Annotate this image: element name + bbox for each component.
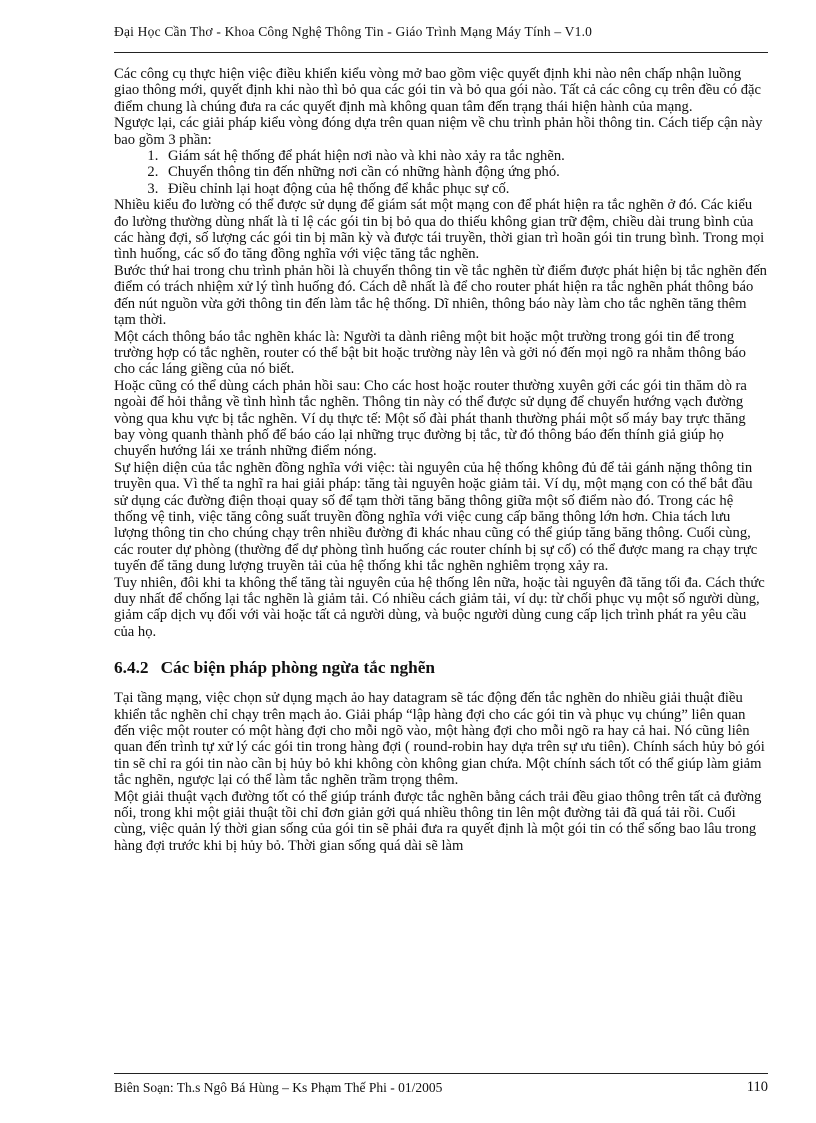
closed-loop-steps-list [114, 148, 768, 197]
paragraph-reduce-load: Tuy nhiên, đôi khi ta không thể tăng tài nguyên của hệ thống lên nữa, hoặc tài nguyên đã tăng tối đa. Cách thức duy nhất để chống lại tắc nghẽn là giảm tải. Có nhiều cách giảm tải, ví dụ: từ chối phục vụ một số người dùng, giảm cấp dịch vụ đối với vài hoặc tất cả người dùng, và buộc người dùng cung cấp lịch trình phát ra yêu cầu của họ. [114, 574, 765, 640]
paragraph-network-layer: Tại tầng mạng, việc chọn sử dụng mạch ảo hay datagram sẽ tác động đến tắc nghẽn do nhiều giải thuật điều khiển tắc nghẽn chỉ chạy trên mạch ảo. Giải pháp “lập hàng đợi cho các gói tin và phục vụ chúng” liên quan đến việc một router có một hàng đợi cho mỗi ngõ vào, một hàng đợi cho mỗi ngõ ra hay cả hai. Nó cũng liên quan đến trình tự xử lý các gói tin trong hàng đợi ( round-robin hay dựa trên sự ưu tiên). Chính sách hủy bỏ gói tin sẽ chỉ ra gói tin nào cần bị hủy bỏ khi không còn không gian chứa. Một chính sách tốt có thể giúp làm giảm tắc nghẽn, ngược lại có thể làm tắc nghẽn trầm trọng thêm. [114, 690, 765, 789]
list-item: 3. Điều chỉnh lại hoạt động của hệ thống để khắc phục sự cố. [162, 181, 768, 197]
list-item: 1. Giám sát hệ thống để phát hiện nơi nào và khi nào xảy ra tắc nghẽn. [162, 148, 768, 164]
paragraph-routing-algorithm: Một giải thuật vạch đường tốt có thể giúp tránh được tắc nghẽn bằng cách trải đều giao thông trên tất cả đường nối, trong khi một giải thuật tồi chỉ đơn giản gởi quá nhiều thông tin lên một đường tải đã quá tải rồi. Cuối cùng, việc quản lý thời gian sống của gói tin sẽ phải đưa ra quyết định là một gói tin có thể sống bao lâu trong hàng đợi trước khi bị hủy bỏ. Thời gian sống quá dài sẽ làm [114, 788, 762, 854]
list-item: 2. Chuyển thông tin đến những nơi cần có những hành động ứng phó. [162, 164, 768, 180]
page-header: Đại Học Cần Thơ - Khoa Công Nghệ Thông Tin - Giáo Trình Mạng Máy Tính – V1.0 [114, 24, 593, 39]
paragraph-increase-resources: Sự hiện diện của tắc nghẽn đồng nghĩa với việc: tài nguyên của hệ thống không đủ để tải gánh nặng thông tin truyền qua. Vì thế ta nghĩ ra hai giải pháp: tăng tài nguyên hoặc giảm tải. Ví dụ, một mạng con có thể bắt đầu sử dụng các đường điện thoại quay số để tạm thời tăng băng thông giữa một số điểm nào đó. Trong các hệ thống vệ tinh, việc tăng công suất truyền đồng nghĩa với việc cung cấp băng thông lớn hơn. Chia tách lưu lượng thông tin cho chúng chạy trên nhiều đường đi khác nhau cũng có thể giúp tăng băng thông. Cuối cùng, các router dự phòng (thường để dự phòng tình huống các router chính bị sự cố) có thể được mang ra chạy trực tuyến để tăng dung lượng truyền tải của hệ thống khi tắc nghẽn nghiêm trọng xảy ra. [114, 459, 758, 575]
paragraph-probe-packets: Hoặc cũng có thể dùng cách phản hồi sau: Cho các host hoặc router thường xuyên gởi các gói tin thăm dò ra ngoài để hỏi thẳng về tình hình tắc nghẽn. Thông tin này có thể được sử dụng để chuyển hướng vạch đường vòng qua khu vực bị tắc nghẽn. Ví dụ thực tế: Một số đài phát thanh thường phái một số máy bay trực thăng bay vòng quanh thành phố để báo cáo lại những trục đường bị tắc, từ đó thông báo đến thính giả giúp họ chuyển hướng lái xe tránh những điểm nóng. [114, 377, 747, 460]
footer-divider [114, 1073, 768, 1074]
section-heading [114, 658, 768, 678]
paragraph-bit-notification: Một cách thông báo tắc nghẽn khác là: Người ta dành riêng một bit hoặc một trường trong gói tin để trong trường hợp có tắc nghẽn, router có thể bật bit hoặc trường này lên và gởi nó đến mọi ngõ ra nhằm thông báo cho các láng giềng của nó biết. [114, 328, 746, 378]
page-number: 110 [746, 1079, 768, 1095]
section-title: Các biện pháp phòng ngừa tắc nghẽn [160, 658, 436, 678]
header-divider [114, 52, 768, 53]
paragraph-feedback-step: Bước thứ hai trong chu trình phản hồi là chuyển thông tin về tắc nghẽn từ điểm được phát hiện bị tắc nghẽn đến điểm có trách nhiệm xử lý tình huống đó. Cách dễ nhất là để cho router phát hiện ra tắc nghẽn phát thông báo đến nút nguồn vừa gởi thông tin đến làm tắc hệ thống. Dĩ nhiên, thông báo này làm cho tắc nghẽn tăng thêm tạm thời. [114, 262, 767, 329]
paragraph-open-loop: Các công cụ thực hiện việc điều khiển kiểu vòng mở bao gồm việc quyết định khi nào nên chấp nhận luồng giao thông mới, quyết định khi nào thì bỏ qua các gói tin và bỏ qua gói nào. Tất cả các công cụ trên đều có đặc điểm chung là chúng đưa ra các quyết định mà không quan tâm đến trạng thái hiện hành của mạng. [114, 66, 761, 115]
footer-author: Biên Soạn: Th.s Ngô Bá Hùng – Ks Phạm Thế Phi - 01/2005 [114, 1080, 443, 1095]
paragraph-closed-loop: Ngược lại, các giải pháp kiểu vòng đóng dựa trên quan niệm về chu trình phản hồi thông tin. Cách tiếp cận này bao gồm 3 phần: [114, 115, 763, 148]
page-content [114, 66, 768, 854]
paragraph-measurements: Nhiều kiểu đo lường có thể được sử dụng để giám sát một mạng con để phát hiện ra tắc nghẽn ở đó. Các kiểu đo lường thường dùng nhất là tỉ lệ các gói tin bị bỏ qua do thiếu không gian trữ đệm, chiều dài trung bình của các hàng đợi, số lượng các gói tin bị mãn kỳ và được tái truyền, thời gian trì hoãn gói tin trung bình. Trong mọi tình huống, các số đo tăng đồng nghĩa với việc tăng tắc nghẽn. [114, 197, 765, 263]
section-number: 6.4.2 [114, 658, 149, 678]
